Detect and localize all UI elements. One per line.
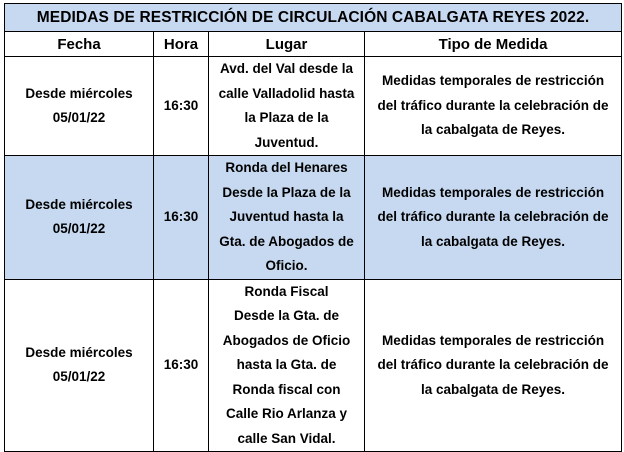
lugar-line: Abogados de Oficio xyxy=(222,332,351,348)
restriction-table xyxy=(4,3,622,452)
fecha-line: 05/01/22 xyxy=(52,110,106,125)
tipo-line: Medidas temporales de restricción xyxy=(381,184,605,200)
table-title: MEDIDAS DE RESTRICCIÓN DE CIRCULACIÓN CABALGATA REYES 2022. xyxy=(5,4,622,32)
cell-fecha xyxy=(5,57,154,156)
header-row xyxy=(5,32,622,57)
lugar-line: Juventud hasta la xyxy=(229,209,344,224)
lugar-line: calle Valladolid hasta xyxy=(218,85,355,101)
lugar-line: Oficio. xyxy=(265,258,308,273)
lugar-line: la Plaza de la xyxy=(244,110,329,125)
restriction-table-container xyxy=(4,3,621,452)
lugar-line: Ronda fiscal con xyxy=(232,381,341,397)
fecha-line: Desde miércoles xyxy=(25,344,133,360)
lugar-line: Avd. del Val desde la xyxy=(219,61,354,76)
title-row xyxy=(5,4,622,32)
cell-hora: 16:30 xyxy=(154,156,209,280)
cell-tipo xyxy=(365,57,622,156)
cell-fecha xyxy=(5,279,154,452)
table-row xyxy=(5,57,622,156)
header-lugar: Lugar xyxy=(209,32,365,57)
tipo-line: del tráfico durante la celebración de xyxy=(377,97,609,113)
cell-hora: 16:30 xyxy=(154,279,209,452)
cell-lugar xyxy=(209,57,365,156)
header-fecha: Fecha xyxy=(5,32,154,57)
lugar-line: Desde la Gta. de xyxy=(233,308,340,323)
fecha-line: Desde miércoles xyxy=(25,196,133,212)
tipo-line: del tráfico durante la celebración de xyxy=(377,209,609,224)
lugar-line: Ronda del Henares xyxy=(225,160,348,175)
lugar-line: calle San Vidal. xyxy=(237,430,336,446)
lugar-line: Gta. de Abogados de xyxy=(219,233,354,249)
cell-lugar xyxy=(209,279,365,452)
lugar-line: Ronda Fiscal xyxy=(244,283,329,299)
header-hora: Hora xyxy=(154,32,209,57)
table-row xyxy=(5,279,622,452)
fecha-line: 05/01/22 xyxy=(52,369,106,385)
lugar-line: Juventud. xyxy=(254,134,319,150)
lugar-line: Calle Rio Arlanza y xyxy=(225,406,348,421)
lugar-line: hasta la Gta. de xyxy=(236,357,337,372)
cell-tipo xyxy=(365,279,622,452)
tipo-line: del tráfico durante la celebración de xyxy=(377,357,609,372)
cell-hora: 16:30 xyxy=(154,57,209,156)
tipo-line: Medidas temporales de restricción xyxy=(381,73,605,89)
tipo-line: la cabalgata de Reyes. xyxy=(420,233,566,249)
header-tipo: Tipo de Medida xyxy=(365,32,622,57)
tipo-line: Medidas temporales de restricción xyxy=(381,332,605,348)
fecha-line: 05/01/22 xyxy=(52,221,106,237)
cell-tipo xyxy=(365,156,622,280)
lugar-line: Desde la Plaza de la xyxy=(222,184,351,200)
cell-lugar xyxy=(209,156,365,280)
fecha-line: Desde miércoles xyxy=(25,85,133,101)
tipo-line: la cabalgata de Reyes. xyxy=(420,122,566,138)
tipo-line: la cabalgata de Reyes. xyxy=(420,381,566,397)
table-row xyxy=(5,156,622,280)
cell-fecha xyxy=(5,156,154,280)
